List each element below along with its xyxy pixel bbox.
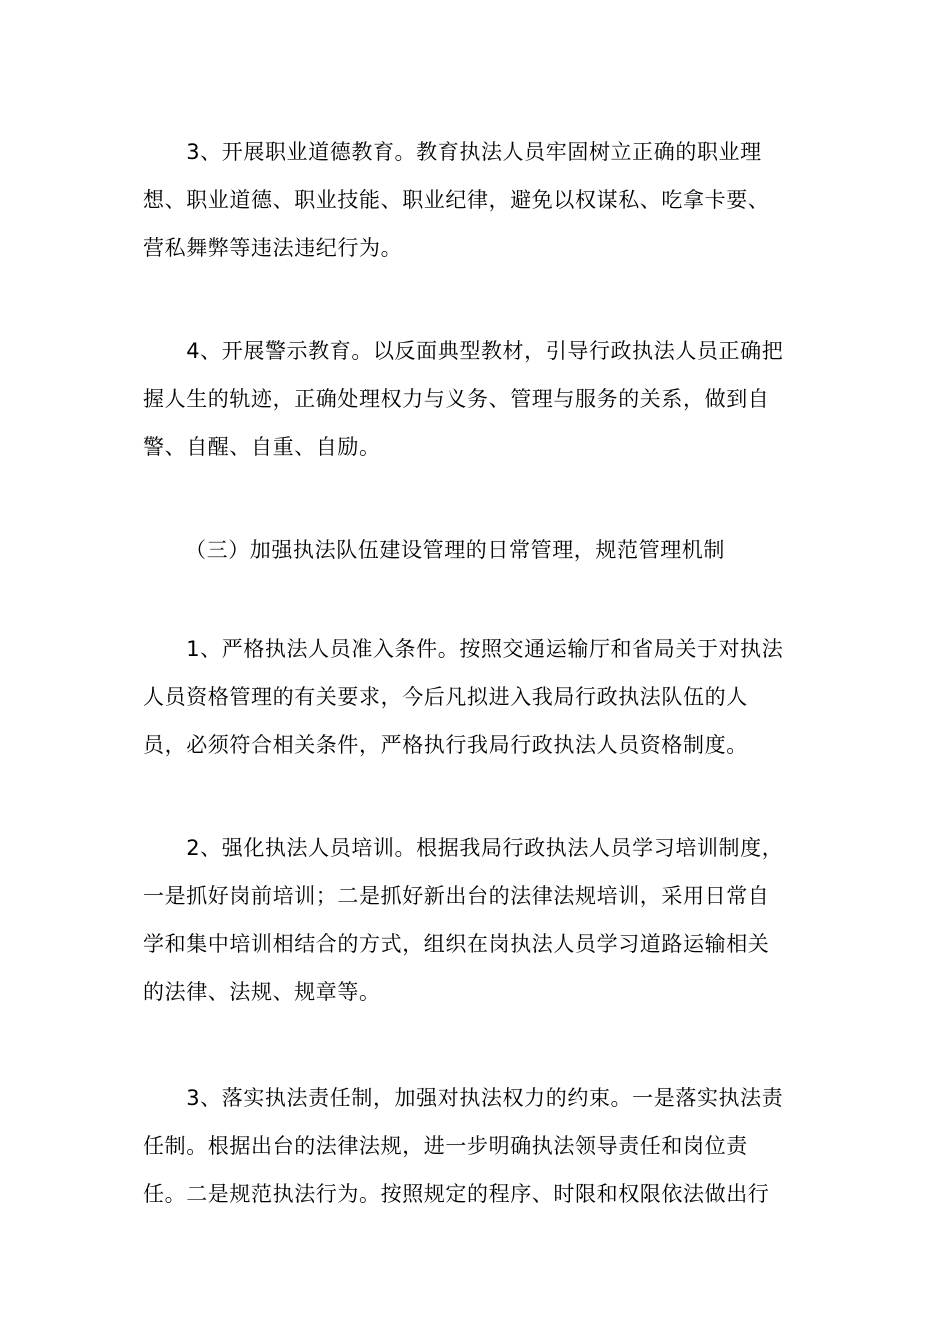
paragraph-warning-education xyxy=(143,327,808,471)
text-line: 警、自醒、自重、自励。 xyxy=(143,435,381,459)
text-line: 一是抓好岗前培训；二是抓好新出台的法律法规培训，采用日常自 xyxy=(143,884,770,908)
paragraph-professional-ethics xyxy=(143,128,808,272)
text-line: 学和集中培训相结合的方式，组织在岗执法人员学习道路运输相关 xyxy=(143,932,770,956)
text-line: 握人生的轨迹，正确处理权力与义务、管理与服务的关系，做到自 xyxy=(143,387,770,411)
paragraph-entry-requirements xyxy=(143,625,808,769)
text-line: 营私舞弊等违法违纪行为。 xyxy=(143,236,403,260)
text-line: 人员资格管理的有关要求，今后凡拟进入我局行政执法队伍的人 xyxy=(143,685,748,709)
text-line: 任。二是规范执法行为。按照规定的程序、时限和权限依法做出行 xyxy=(143,1182,770,1206)
text-line: 2、强化执法人员培训。根据我局行政执法人员学习培训制度， xyxy=(143,836,784,860)
text-line: 4、开展警示教育。以反面典型教材，引导行政执法人员正确把 xyxy=(143,339,784,363)
section-heading: （三）加强执法队伍建设管理的日常管理，规范管理机制 xyxy=(185,538,725,562)
text-line: 任制。根据出台的法律法规，进一步明确执法领导责任和岗位责 xyxy=(143,1134,748,1158)
text-line: 员，必须符合相关条件，严格执行我局行政执法人员资格制度。 xyxy=(143,733,748,757)
text-line: 想、职业道德、职业技能、职业纪律，避免以权谋私、吃拿卡要、 xyxy=(143,188,770,212)
paragraph-training xyxy=(143,824,808,1016)
text-line: 3、落实执法责任制，加强对执法权力的约束。一是落实执法责 xyxy=(143,1086,784,1110)
text-line: 3、开展职业道德教育。教育执法人员牢固树立正确的职业理 xyxy=(143,140,762,164)
paragraph-responsibility-system xyxy=(143,1074,808,1218)
text-line: 1、严格执法人员准入条件。按照交通运输厅和省局关于对执法 xyxy=(143,637,784,661)
text-line: 的法律、法规、规章等。 xyxy=(143,980,381,1004)
